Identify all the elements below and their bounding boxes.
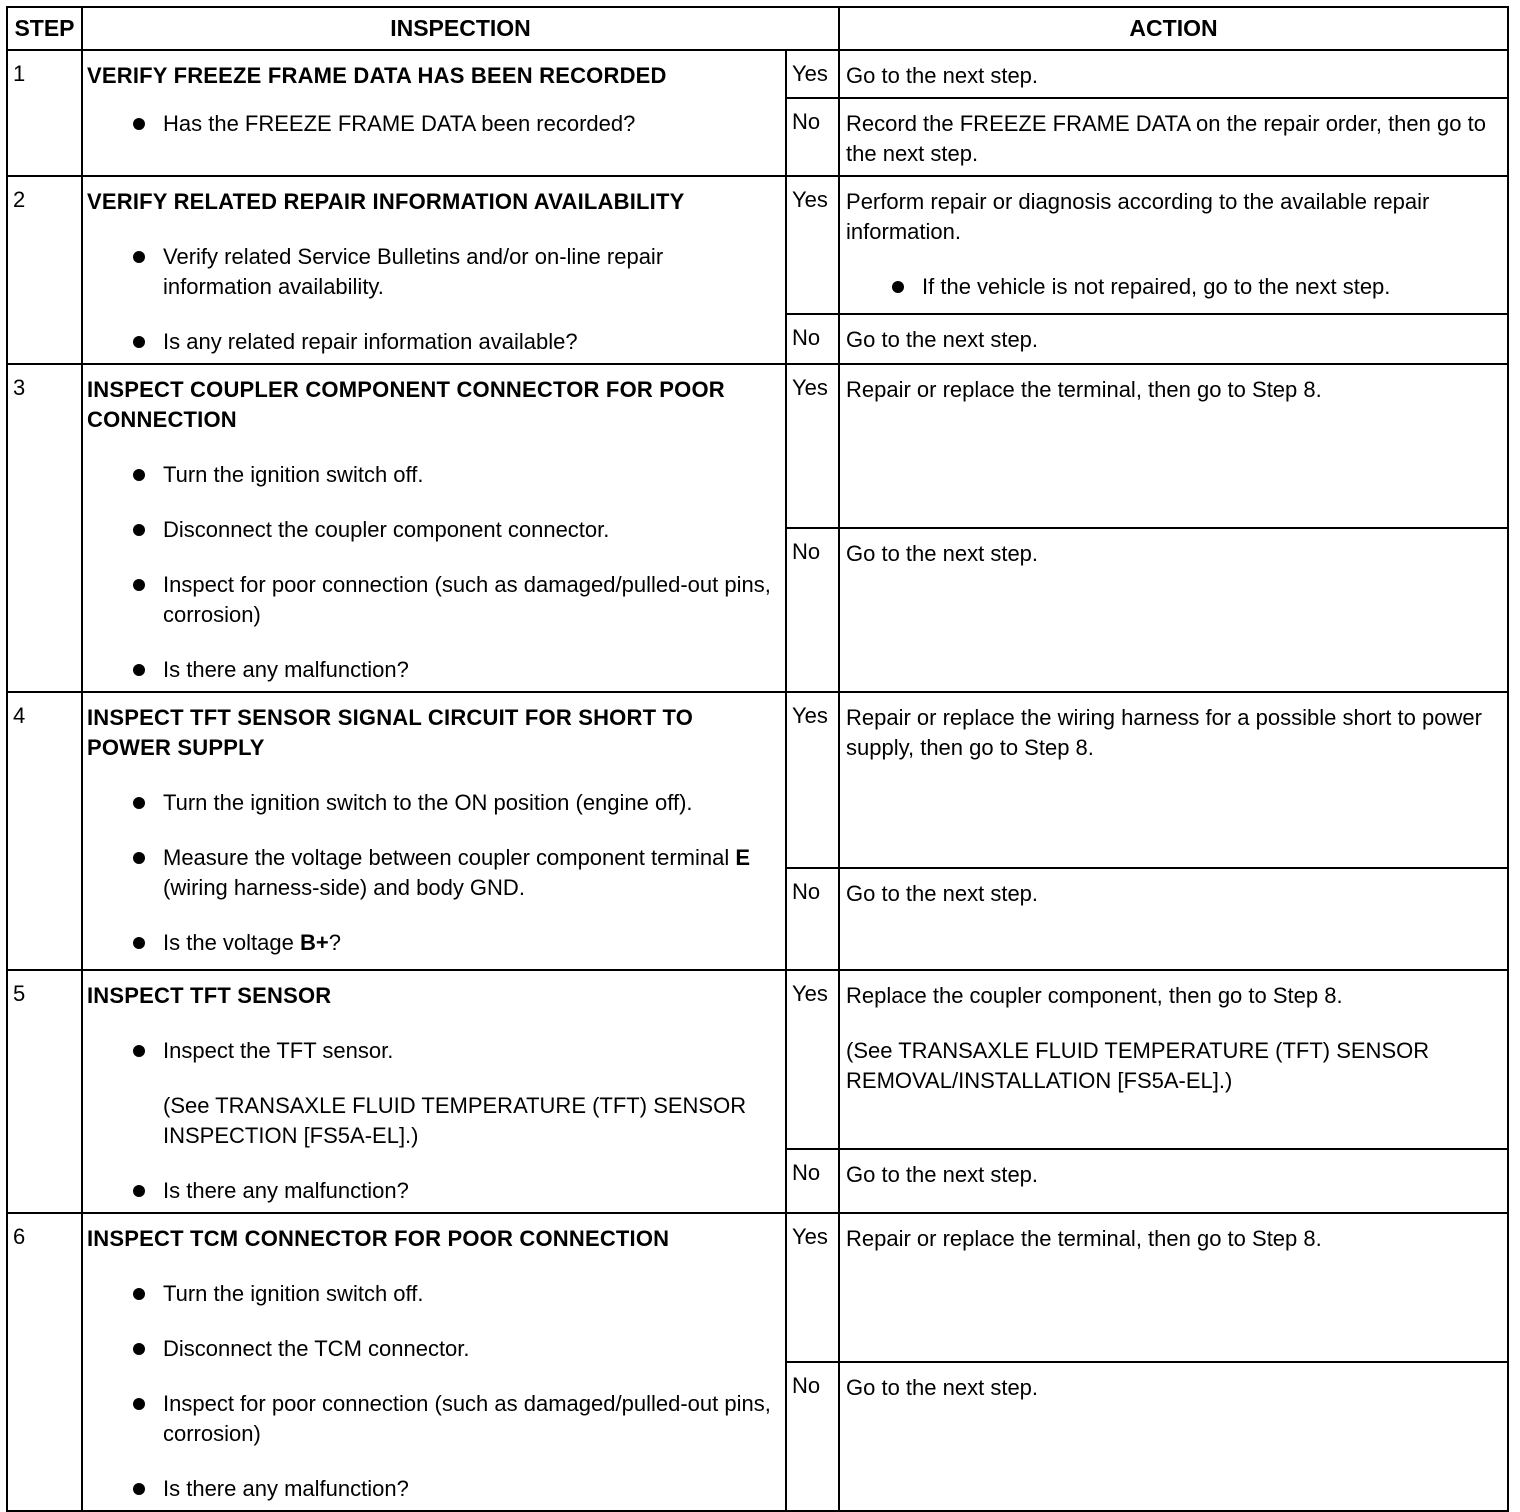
inspection-item: Inspect for poor connection (such as damaged/pulled-out pins, corrosion)	[163, 570, 777, 630]
inspection-title: VERIFY RELATED REPAIR INFORMATION AVAILABILITY	[87, 189, 685, 214]
table-row	[7, 970, 1508, 1149]
inspection-item	[163, 843, 777, 903]
step-number: 6	[7, 1213, 82, 1511]
table-row	[7, 1213, 1508, 1362]
header-inspection: INSPECTION	[82, 7, 839, 50]
inspection-cell	[82, 692, 786, 970]
no-label: No	[786, 1149, 839, 1213]
yes-action-cell	[839, 176, 1508, 314]
yes-action: Go to the next step.	[839, 50, 1508, 98]
no-label: No	[786, 868, 839, 970]
no-label: No	[786, 314, 839, 364]
yes-action-bullet: If the vehicle is not repaired, go to the next step.	[922, 272, 1497, 302]
yes-action: Perform repair or diagnosis according to the available repair information.	[846, 189, 1430, 244]
inspection-item: Inspect for poor connection (such as damaged/pulled-out pins, corrosion)	[163, 1389, 777, 1449]
table-row	[7, 692, 1508, 868]
inspection-note: (See TRANSAXLE FLUID TEMPERATURE (TFT) SENSOR INSPECTION [FS5A-EL].)	[163, 1093, 747, 1148]
voltage-value: B+	[299, 930, 329, 955]
step-number: 4	[7, 692, 82, 970]
inspection-item: Is there any malfunction?	[163, 1474, 777, 1504]
diagnostic-table	[6, 6, 1509, 1512]
inspection-cell	[82, 176, 786, 364]
inspection-title: VERIFY FREEZE FRAME DATA HAS BEEN RECORDED	[87, 63, 667, 88]
step-number: 1	[7, 50, 82, 176]
yes-label: Yes	[786, 176, 839, 314]
no-action: Go to the next step.	[839, 1149, 1508, 1213]
inspection-title: INSPECT TCM CONNECTOR FOR POOR CONNECTION	[87, 1226, 670, 1251]
inspection-item: Is any related repair information available?	[163, 327, 777, 357]
item-text: Measure the voltage between coupler component terminal	[163, 845, 736, 870]
no-action: Go to the next step.	[839, 1362, 1508, 1511]
step-number: 2	[7, 176, 82, 364]
item-text: Is the voltage	[163, 930, 300, 955]
yes-label: Yes	[786, 692, 839, 868]
item-text: ?	[328, 930, 341, 955]
inspection-item: Turn the ignition switch to the ON position (engine off).	[163, 788, 777, 818]
header-row	[7, 7, 1508, 50]
step-number: 3	[7, 364, 82, 692]
yes-action: Repair or replace the terminal, then go to Step 8.	[839, 364, 1508, 528]
table-row	[7, 176, 1508, 314]
no-label: No	[786, 98, 839, 176]
no-action: Go to the next step.	[839, 528, 1508, 692]
inspection-item: Turn the ignition switch off.	[163, 1279, 777, 1309]
terminal-letter: E	[735, 845, 751, 870]
inspection-item: Turn the ignition switch off.	[163, 460, 777, 490]
yes-action: Replace the coupler component, then go to Step 8.	[846, 983, 1343, 1008]
inspection-cell	[82, 364, 786, 692]
step-number: 5	[7, 970, 82, 1213]
inspection-title: INSPECT COUPLER COMPONENT CONNECTOR FOR POOR CONNECTION	[87, 377, 725, 432]
inspection-item: Disconnect the TCM connector.	[163, 1334, 777, 1364]
table-row	[7, 50, 1508, 98]
table-row	[7, 364, 1508, 528]
inspection-item	[163, 928, 777, 958]
yes-label: Yes	[786, 1213, 839, 1362]
no-label: No	[786, 528, 839, 692]
inspection-title: INSPECT TFT SENSOR	[87, 983, 332, 1008]
no-label: No	[786, 1362, 839, 1511]
inspection-cell	[82, 1213, 786, 1511]
yes-label: Yes	[786, 970, 839, 1149]
inspection-cell	[82, 50, 786, 176]
yes-action-note: (See TRANSAXLE FLUID TEMPERATURE (TFT) SENSOR REMOVAL/INSTALLATION [FS5A-EL].)	[846, 1038, 1430, 1093]
header-action: ACTION	[839, 7, 1508, 50]
no-action: Record the FREEZE FRAME DATA on the repair order, then go to the next step.	[839, 98, 1508, 176]
inspection-item: Is there any malfunction?	[163, 655, 777, 685]
header-step: STEP	[7, 7, 82, 50]
yes-label: Yes	[786, 50, 839, 98]
inspection-title: INSPECT TFT SENSOR SIGNAL CIRCUIT FOR SHORT TO POWER SUPPLY	[87, 705, 694, 760]
inspection-item: Has the FREEZE FRAME DATA been recorded?	[163, 109, 777, 139]
inspection-cell	[82, 970, 786, 1213]
inspection-item: Inspect the TFT sensor.	[163, 1036, 777, 1066]
item-text: (wiring harness-side) and body GND.	[163, 875, 525, 900]
yes-action-cell	[839, 970, 1508, 1149]
yes-action: Repair or replace the terminal, then go to Step 8.	[839, 1213, 1508, 1362]
no-action: Go to the next step.	[839, 314, 1508, 364]
inspection-item: Disconnect the coupler component connector.	[163, 515, 777, 545]
inspection-item: Verify related Service Bulletins and/or on-line repair information availability.	[163, 242, 777, 302]
yes-label: Yes	[786, 364, 839, 528]
yes-action: Repair or replace the wiring harness for a possible short to power supply, then go to Step 8.	[839, 692, 1508, 868]
inspection-item: Is there any malfunction?	[163, 1176, 777, 1206]
no-action: Go to the next step.	[839, 868, 1508, 970]
